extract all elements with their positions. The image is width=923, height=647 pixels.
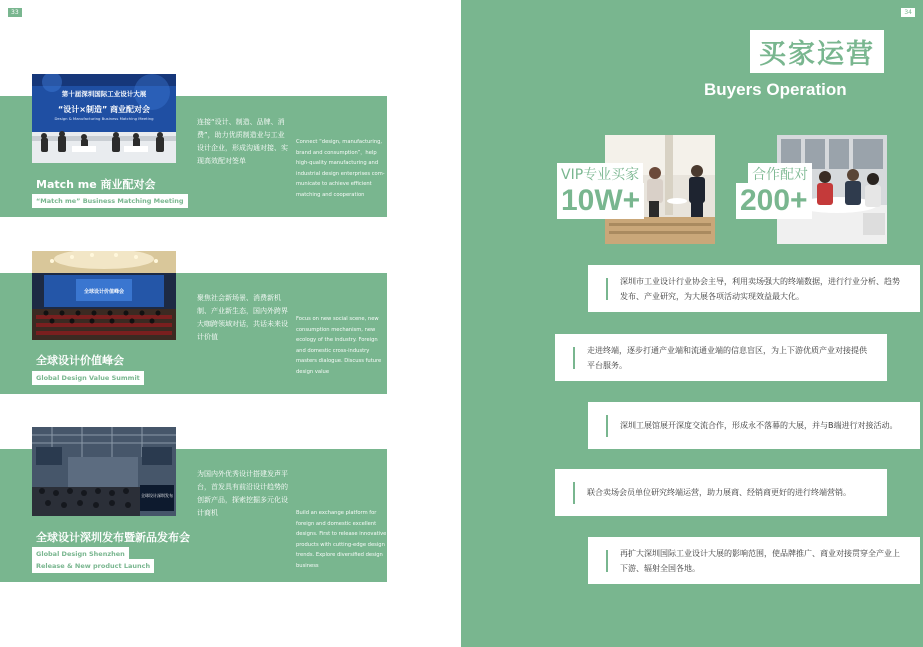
page-number: 33 [8,8,22,17]
stat-label-vip-buyers: VIP专业买家 [557,163,643,185]
section-title-match-me: Match me 商业配对会 [32,175,160,193]
section-subtitle-line1-shenzhen-release: Global Design Shenzhen [32,547,129,559]
photo-banner-subtitle: “设计×制造” 商业配对会 [57,105,151,114]
photo-shenzhen-release [32,427,176,516]
section-subtitle-line2-shenzhen-release: Release & New product Launch [32,559,154,573]
left-page [0,0,461,647]
stat-label-matching: 合作配对 [748,163,812,185]
info-card-text: 再扩大深圳国际工业设计大展的影响范围，使品牌推广、商业对接贯穿全产业上下游、辐射全国各地。 [620,548,900,573]
info-card [588,265,920,312]
info-card-text: 走进终端，逐步打通产业端和流通业端的信息盲区，为上下游优质产业对接提供平台服务。 [587,345,867,370]
stat-value-vip-buyers: 10W+ [557,183,644,219]
card-accent-bar [606,278,608,300]
info-card [555,334,887,381]
info-card [555,469,887,516]
photo-match-me [32,74,176,163]
info-card [588,402,920,449]
section-desc-cn-shenzhen-release: 为国内外优秀设计搭建发声平台，首发具有前沿设计趋势的创新产品，探索挖掘多元化设计商机 [197,470,288,517]
page-number: 34 [901,8,915,17]
section-desc-en-match-me: Connect “design, manufacturing, brand and consumption”，help high-quality manufacturing and industrial design enterprises com-municate to achieve efficient matching and cooperation [296,139,385,198]
page-title: 买家运营 [750,30,884,73]
info-card [588,537,920,584]
section-desc-en-shenzhen-release: Build an exchange platform for foreign and domestic excellent designs. First to release innovative products with cutting-edge design trends. Explore diversified design business [296,510,387,569]
card-accent-bar [573,482,575,504]
info-card-text: 联合卖场会员单位研究终端运营，助力展商、经销商更好的进行终端营销。 [587,488,851,497]
info-card-text: 深圳市工业设计行业协会主导，利用卖场强大的终端数据，进行行业分析、趋势发布、产业研究，为大展各项活动实现效益最大化。 [620,276,900,301]
section-title-value-summit: 全球设计价值峰会 [32,351,128,369]
photo-banner-title: 第十届深圳国际工业设计大展 [61,90,147,98]
section-title-shenzhen-release: 全球设计深圳发布暨新品发布会 [32,528,194,546]
info-card-text: 深圳工展馆展开深度交流合作，形成永不落幕的大展，并与B端进行对接活动。 [620,421,898,430]
right-page [461,0,923,647]
photo-banner-title: 全球设计价值峰会 [83,289,125,295]
section-desc-cn-match-me: 连接“设计、制造、品牌、消费”，助力优质制造业与工业设计企业，形成沟通对接、实现高效配对签单 [197,118,288,165]
photo-banner-en: Design & Manufacturing Business Matching Meeting [54,116,154,121]
section-subtitle-match-me: “Match me” Business Matching Meeting [32,194,188,208]
card-accent-bar [606,415,608,437]
page-subtitle: Buyers Operation [704,80,847,99]
photo-banner-title: 全球设计深圳发布 [141,493,173,498]
stat-value-matching: 200+ [736,183,812,219]
section-desc-en-value-summit: Focus on new social scene, new consumption mechanism, new ecology of the industry. Foreign and domestic cross-industry masters dialogue. Discuss future design value [296,316,382,375]
photo-value-summit [32,251,176,340]
card-accent-bar [606,550,608,572]
section-subtitle-value-summit: Global Design Value Summit [32,371,144,385]
section-desc-cn-value-summit: 聚焦社会新场景、消费新机制、产业新生态，国内外跨界大咖跨领域对话，共话未来设计价值 [197,294,288,341]
card-accent-bar [573,347,575,369]
